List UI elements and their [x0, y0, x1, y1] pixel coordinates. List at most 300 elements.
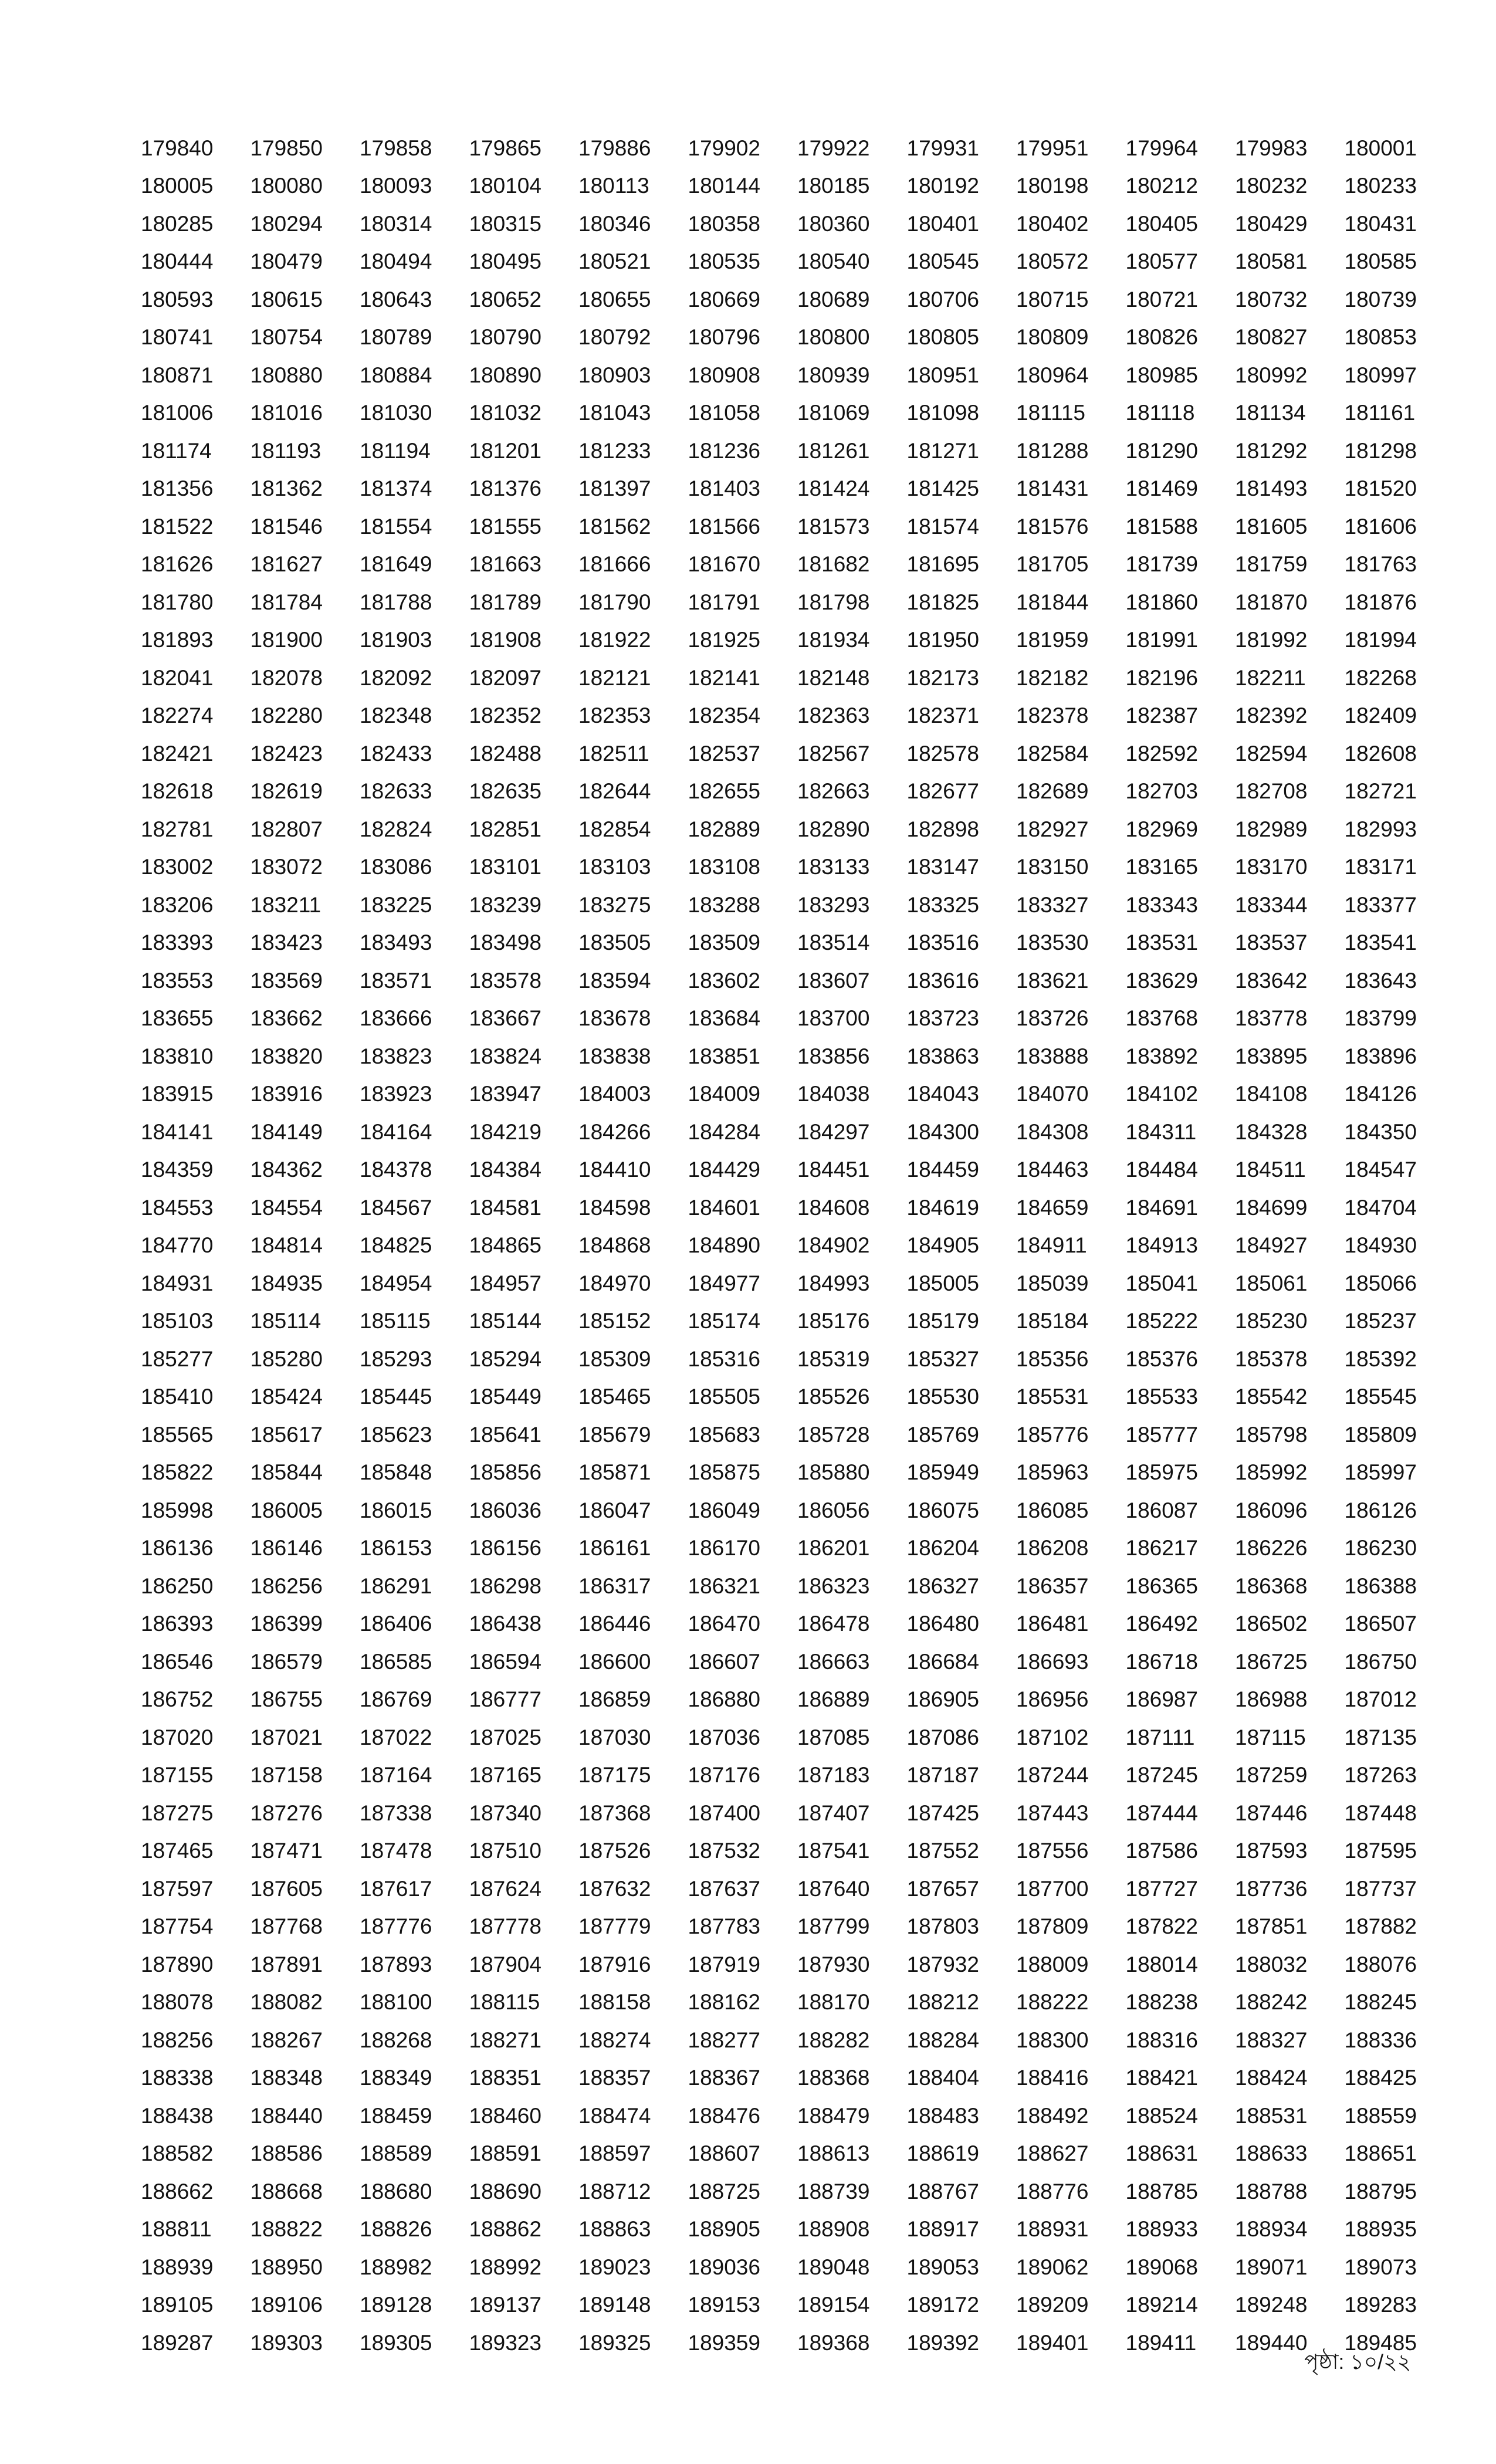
roll-number: 188582: [141, 2141, 214, 2166]
roll-number: 182041: [141, 665, 214, 690]
roll-number: 188421: [1125, 2066, 1198, 2090]
roll-number: 185293: [360, 1346, 432, 1371]
roll-number: 188474: [578, 2103, 651, 2128]
roll-number: 182927: [1016, 817, 1089, 841]
roll-number: 180402: [1016, 211, 1089, 236]
roll-number: 183666: [360, 1006, 432, 1031]
roll-number: 179858: [360, 136, 432, 160]
roll-number: 183541: [1344, 930, 1417, 955]
roll-number: 187030: [578, 1725, 651, 1749]
roll-number: 186481: [1016, 1612, 1089, 1636]
roll-number: 189287: [141, 2330, 214, 2355]
roll-number: 187851: [1235, 1914, 1308, 1939]
roll-number: 181666: [578, 552, 651, 577]
roll-number: 185319: [797, 1346, 870, 1371]
roll-number: 183594: [578, 968, 651, 993]
roll-number: 186170: [688, 1536, 760, 1561]
roll-number: 188100: [360, 1990, 432, 2015]
number-row: [141, 2286, 1431, 2324]
roll-number: 189023: [578, 2255, 651, 2279]
roll-number: 181134: [1235, 401, 1306, 425]
roll-number: 183288: [688, 892, 760, 917]
roll-number: 181161: [1344, 401, 1416, 425]
roll-number: 188404: [906, 2066, 979, 2090]
roll-number: 181576: [1016, 514, 1089, 539]
roll-number: 181903: [360, 628, 432, 652]
roll-number: 187556: [1016, 1839, 1089, 1863]
roll-number: 180890: [469, 363, 541, 387]
roll-number: 183896: [1344, 1044, 1417, 1068]
roll-number: 180739: [1344, 287, 1417, 312]
roll-number: 185856: [469, 1460, 541, 1485]
roll-number: 181789: [469, 590, 541, 614]
number-row: [141, 280, 1431, 319]
roll-number: 182655: [688, 779, 760, 804]
roll-number: 187245: [1125, 1763, 1198, 1788]
roll-number: 188788: [1235, 2179, 1308, 2204]
roll-number: 182633: [360, 779, 432, 804]
roll-number: 187597: [141, 1876, 214, 1901]
roll-number: 180429: [1235, 211, 1308, 236]
roll-number: 187532: [688, 1839, 760, 1863]
roll-number: 189137: [469, 2293, 541, 2317]
roll-number: 187779: [578, 1914, 651, 1939]
number-row: [141, 1870, 1431, 1908]
roll-number: 185316: [688, 1346, 760, 1371]
roll-number: 186087: [1125, 1498, 1198, 1522]
roll-number: 184164: [360, 1119, 432, 1144]
roll-number: 186096: [1235, 1498, 1308, 1522]
roll-number: 184957: [469, 1271, 541, 1295]
roll-number: 182353: [578, 703, 651, 728]
number-row: [141, 1832, 1431, 1870]
roll-number: 182433: [360, 741, 432, 766]
roll-number: 186056: [797, 1498, 870, 1522]
roll-number: 184003: [578, 1082, 651, 1106]
roll-number: 187916: [578, 1952, 651, 1976]
roll-number: 184308: [1016, 1119, 1089, 1144]
number-row: [141, 2172, 1431, 2211]
roll-number: 180871: [141, 363, 214, 387]
roll-number: 182592: [1125, 741, 1198, 766]
roll-number: 187617: [360, 1876, 432, 1901]
roll-number: 186987: [1125, 1687, 1198, 1712]
roll-number: 187036: [688, 1725, 760, 1749]
roll-number: 187541: [797, 1839, 870, 1863]
number-row: [141, 1378, 1431, 1416]
roll-number: 188316: [1125, 2028, 1198, 2052]
roll-number: 184126: [1344, 1082, 1417, 1106]
roll-number: 184350: [1344, 1119, 1417, 1144]
roll-number: 181790: [578, 590, 651, 614]
roll-number: 185975: [1125, 1460, 1198, 1485]
roll-number: 184463: [1016, 1157, 1089, 1182]
roll-number: 180314: [360, 211, 432, 236]
roll-number: 187783: [688, 1914, 760, 1939]
roll-number: 184300: [906, 1119, 979, 1144]
roll-number: 183667: [469, 1006, 541, 1031]
roll-number: 188931: [1016, 2217, 1089, 2242]
roll-number: 188368: [797, 2066, 870, 2090]
number-row: [141, 1075, 1431, 1113]
roll-number: 187443: [1016, 1800, 1089, 1825]
roll-number: 186663: [797, 1649, 870, 1674]
roll-number: 187737: [1344, 1876, 1417, 1901]
roll-number: 179964: [1125, 136, 1198, 160]
roll-number: 184311: [1125, 1119, 1197, 1144]
roll-number: 188591: [469, 2141, 541, 2166]
roll-number: 182890: [797, 817, 870, 841]
roll-number: 183133: [797, 855, 870, 879]
roll-number: 185641: [469, 1422, 541, 1447]
roll-number: 183377: [1344, 892, 1417, 917]
roll-number: 183602: [688, 968, 760, 993]
roll-number: 186438: [469, 1612, 541, 1636]
roll-number: 183888: [1016, 1044, 1089, 1068]
roll-number: 180652: [469, 287, 541, 312]
roll-number: 188348: [250, 2066, 323, 2090]
roll-number: 185848: [360, 1460, 432, 1485]
roll-number: 186256: [250, 1573, 323, 1598]
roll-number: 182409: [1344, 703, 1417, 728]
roll-number: 187700: [1016, 1876, 1089, 1901]
roll-number: 184619: [906, 1195, 979, 1220]
roll-number: 180577: [1125, 249, 1198, 274]
roll-number: 183851: [688, 1044, 760, 1068]
roll-number: 184954: [360, 1271, 432, 1295]
roll-number: 182196: [1125, 665, 1198, 690]
roll-number: 185617: [250, 1422, 323, 1447]
roll-number: 183863: [906, 1044, 979, 1068]
roll-number: 182644: [578, 779, 651, 804]
roll-number: 183643: [1344, 968, 1417, 993]
roll-number: 184362: [250, 1157, 323, 1182]
roll-number: 187526: [578, 1839, 651, 1863]
roll-number: 183778: [1235, 1006, 1308, 1031]
roll-number: 187809: [1016, 1914, 1089, 1939]
roll-number: 181763: [1344, 552, 1417, 577]
roll-number: 189153: [688, 2293, 760, 2317]
roll-number: 188424: [1235, 2066, 1308, 2090]
roll-number: 181374: [360, 476, 432, 501]
roll-number: 188170: [797, 1990, 870, 2015]
roll-number: 183530: [1016, 930, 1089, 955]
roll-number: 185144: [469, 1309, 541, 1333]
roll-number: 182594: [1235, 741, 1308, 766]
roll-number: 182703: [1125, 779, 1198, 804]
roll-number: 188589: [360, 2141, 432, 2166]
roll-number: 189048: [797, 2255, 870, 2279]
roll-number: 184659: [1016, 1195, 1089, 1220]
roll-number: 189248: [1235, 2293, 1308, 2317]
roll-number: 180192: [906, 174, 979, 198]
roll-number: 185728: [797, 1422, 870, 1447]
roll-number: 182635: [469, 779, 541, 804]
roll-number: 185875: [688, 1460, 760, 1485]
roll-number: 182993: [1344, 817, 1417, 841]
number-row: [141, 1605, 1431, 1643]
roll-number: 187891: [250, 1952, 323, 1976]
roll-number: 183895: [1235, 1044, 1308, 1068]
roll-number: 180809: [1016, 325, 1089, 350]
roll-number: 185526: [797, 1385, 870, 1409]
roll-number: 181043: [578, 401, 651, 425]
roll-number: 188271: [469, 2028, 541, 2052]
roll-number: 182584: [1016, 741, 1089, 766]
roll-number: 184865: [469, 1233, 541, 1258]
roll-number: 188633: [1235, 2141, 1308, 2166]
roll-number: 181780: [141, 590, 214, 614]
roll-number: 184902: [797, 1233, 870, 1258]
roll-number: 185992: [1235, 1460, 1308, 1485]
roll-number: 187478: [360, 1839, 432, 1863]
roll-number: 183239: [469, 892, 541, 917]
roll-number: 183820: [250, 1044, 323, 1068]
roll-number: 188933: [1125, 2217, 1198, 2242]
roll-number: 186718: [1125, 1649, 1198, 1674]
roll-number: 183147: [906, 855, 979, 879]
roll-number: 180997: [1344, 363, 1417, 387]
roll-number: 185277: [141, 1346, 214, 1371]
roll-number: 181663: [469, 552, 541, 577]
roll-number: 183072: [250, 855, 323, 879]
roll-number: 188367: [688, 2066, 760, 2090]
roll-number: 186015: [360, 1498, 432, 1522]
number-row: [141, 1000, 1431, 1038]
number-row: [141, 2097, 1431, 2135]
roll-number: 188862: [469, 2217, 541, 2242]
roll-number: 183856: [797, 1044, 870, 1068]
roll-number: 187276: [250, 1800, 323, 1825]
roll-number: 189148: [578, 2293, 651, 2317]
roll-number: 188908: [797, 2217, 870, 2242]
roll-number: 183108: [688, 855, 760, 879]
roll-number: 186607: [688, 1649, 760, 1674]
roll-number: 180689: [797, 287, 870, 312]
roll-number: 180715: [1016, 287, 1089, 312]
roll-number: 183700: [797, 1006, 870, 1031]
number-row: [141, 2059, 1431, 2097]
roll-number: 182354: [688, 703, 760, 728]
roll-number: 189209: [1016, 2293, 1089, 2317]
roll-number: 182689: [1016, 779, 1089, 804]
roll-number: 180080: [250, 174, 323, 198]
roll-number: 186546: [141, 1649, 214, 1674]
roll-number: 188459: [360, 2103, 432, 2128]
roll-number: 188115: [469, 1990, 540, 2015]
roll-number: 180903: [578, 363, 651, 387]
roll-number: 185041: [1125, 1271, 1198, 1295]
roll-number: 188822: [250, 2217, 323, 2242]
number-row: [141, 356, 1431, 394]
roll-number: 185809: [1344, 1422, 1417, 1447]
roll-number: 186470: [688, 1612, 760, 1636]
roll-number: 183343: [1125, 892, 1198, 917]
roll-number: 186594: [469, 1649, 541, 1674]
roll-number: 180741: [141, 325, 214, 350]
number-row: [141, 1491, 1431, 1529]
roll-number: 181705: [1016, 552, 1089, 577]
roll-number: 187025: [469, 1725, 541, 1749]
roll-number: 184691: [1125, 1195, 1198, 1220]
roll-number: 188267: [250, 2028, 323, 2052]
roll-number: 182618: [141, 779, 214, 804]
roll-number: 187102: [1016, 1725, 1089, 1749]
roll-number: 181900: [250, 628, 323, 652]
roll-number: 184384: [469, 1157, 541, 1182]
roll-number: 187187: [906, 1763, 979, 1788]
roll-number: 183578: [469, 968, 541, 993]
roll-number: 183621: [1016, 968, 1089, 993]
roll-number: 180005: [141, 174, 214, 198]
roll-number: 181606: [1344, 514, 1417, 539]
roll-number: 183916: [250, 1082, 323, 1106]
number-row: [141, 1416, 1431, 1454]
roll-number: 188712: [578, 2179, 651, 2204]
roll-number: 186226: [1235, 1536, 1308, 1561]
roll-number: 188476: [688, 2103, 760, 2128]
roll-number: 188416: [1016, 2066, 1089, 2090]
roll-number: 188032: [1235, 1952, 1308, 1976]
roll-number: 181288: [1016, 438, 1089, 463]
roll-number: 180908: [688, 363, 760, 387]
roll-number: 182352: [469, 703, 541, 728]
roll-number: 181925: [688, 628, 760, 652]
roll-number: 184930: [1344, 1233, 1417, 1258]
roll-number: 181908: [469, 628, 541, 652]
roll-number: 188776: [1016, 2179, 1089, 2204]
roll-number: 181791: [688, 590, 760, 614]
roll-number: 186161: [578, 1536, 651, 1561]
roll-number: 179902: [688, 136, 760, 160]
roll-number: 188725: [688, 2179, 760, 2204]
roll-number: 180104: [469, 174, 541, 198]
roll-number: 183344: [1235, 892, 1308, 917]
roll-number: 181032: [469, 401, 541, 425]
roll-number: 184935: [250, 1271, 323, 1295]
roll-number: 187448: [1344, 1800, 1417, 1825]
roll-number: 189411: [1125, 2330, 1197, 2355]
roll-number: 185777: [1125, 1422, 1198, 1447]
roll-number: 181573: [797, 514, 870, 539]
number-row: [141, 1681, 1431, 1719]
number-row: [141, 2211, 1431, 2249]
roll-number: 184993: [797, 1271, 870, 1295]
roll-number: 180655: [578, 287, 651, 312]
roll-number: 181030: [360, 401, 432, 425]
roll-number-grid: [141, 129, 1431, 2362]
roll-number: 189325: [578, 2330, 651, 2355]
roll-number: 182371: [906, 703, 979, 728]
roll-number: 180346: [578, 211, 651, 236]
roll-number: 181994: [1344, 628, 1417, 652]
roll-number: 180826: [1125, 325, 1198, 350]
roll-number: 188336: [1344, 2028, 1417, 2052]
roll-number: 188631: [1125, 2141, 1198, 2166]
roll-number: 184598: [578, 1195, 651, 1220]
roll-number: 181261: [797, 438, 870, 463]
roll-number: 184553: [141, 1195, 214, 1220]
roll-number: 185176: [797, 1309, 870, 1333]
roll-number: 184547: [1344, 1157, 1417, 1182]
roll-number: 185769: [906, 1422, 979, 1447]
roll-number: 189106: [250, 2293, 323, 2317]
roll-number: 188349: [360, 2066, 432, 2090]
roll-number: 188690: [469, 2179, 541, 2204]
roll-number: 188597: [578, 2141, 651, 2166]
roll-number: 185445: [360, 1385, 432, 1409]
roll-number: 187340: [469, 1800, 541, 1825]
number-row: [141, 1718, 1431, 1756]
roll-number: 187407: [797, 1800, 870, 1825]
roll-number: 182619: [250, 779, 323, 804]
roll-number: 186478: [797, 1612, 870, 1636]
roll-number: 186153: [360, 1536, 432, 1561]
roll-number: 179951: [1016, 136, 1089, 160]
roll-number: 186323: [797, 1573, 870, 1598]
roll-number: 181876: [1344, 590, 1417, 614]
roll-number: 187263: [1344, 1763, 1417, 1788]
roll-number: 189172: [906, 2293, 979, 2317]
roll-number: 180233: [1344, 174, 1417, 198]
roll-number: 185683: [688, 1422, 760, 1447]
roll-number: 182078: [250, 665, 323, 690]
roll-number: 188222: [1016, 1990, 1089, 2015]
roll-number: 187552: [906, 1839, 979, 1863]
roll-number: 188905: [688, 2217, 760, 2242]
roll-number: 180360: [797, 211, 870, 236]
roll-number: 188651: [1344, 2141, 1417, 2166]
roll-number: 186250: [141, 1573, 214, 1598]
roll-number: 189368: [797, 2330, 870, 2355]
roll-number: 180405: [1125, 211, 1198, 236]
number-row: [141, 886, 1431, 924]
roll-number: 180593: [141, 287, 214, 312]
roll-number: 184410: [578, 1157, 651, 1182]
number-row: [141, 1908, 1431, 1946]
roll-number: 184451: [797, 1157, 870, 1182]
roll-number: 187020: [141, 1725, 214, 1749]
roll-number: 186777: [469, 1687, 541, 1712]
roll-number: 181627: [250, 552, 323, 577]
number-row: [141, 1984, 1431, 2022]
roll-number: 184459: [906, 1157, 979, 1182]
roll-number: 186752: [141, 1687, 214, 1712]
roll-number: 181425: [906, 476, 979, 501]
roll-number: 182423: [250, 741, 323, 766]
roll-number: 180315: [469, 211, 541, 236]
roll-number: 183514: [797, 930, 870, 955]
roll-number: 182807: [250, 817, 323, 841]
roll-number: 182274: [141, 703, 214, 728]
roll-number: 189071: [1235, 2255, 1308, 2279]
roll-number: 188357: [578, 2066, 651, 2090]
number-row: [141, 129, 1431, 167]
roll-number: 188351: [469, 2066, 541, 2090]
roll-number: 182280: [250, 703, 323, 728]
number-row: [141, 697, 1431, 735]
roll-number: 184038: [797, 1082, 870, 1106]
roll-number: 183799: [1344, 1006, 1417, 1031]
roll-number: 181934: [797, 628, 870, 652]
roll-number: 181520: [1344, 476, 1417, 501]
number-row: [141, 432, 1431, 470]
roll-number: 188795: [1344, 2179, 1417, 2204]
roll-number: 180144: [688, 174, 760, 198]
roll-number: 182567: [797, 741, 870, 766]
roll-number: 186317: [578, 1573, 651, 1598]
roll-number: 181233: [578, 438, 651, 463]
